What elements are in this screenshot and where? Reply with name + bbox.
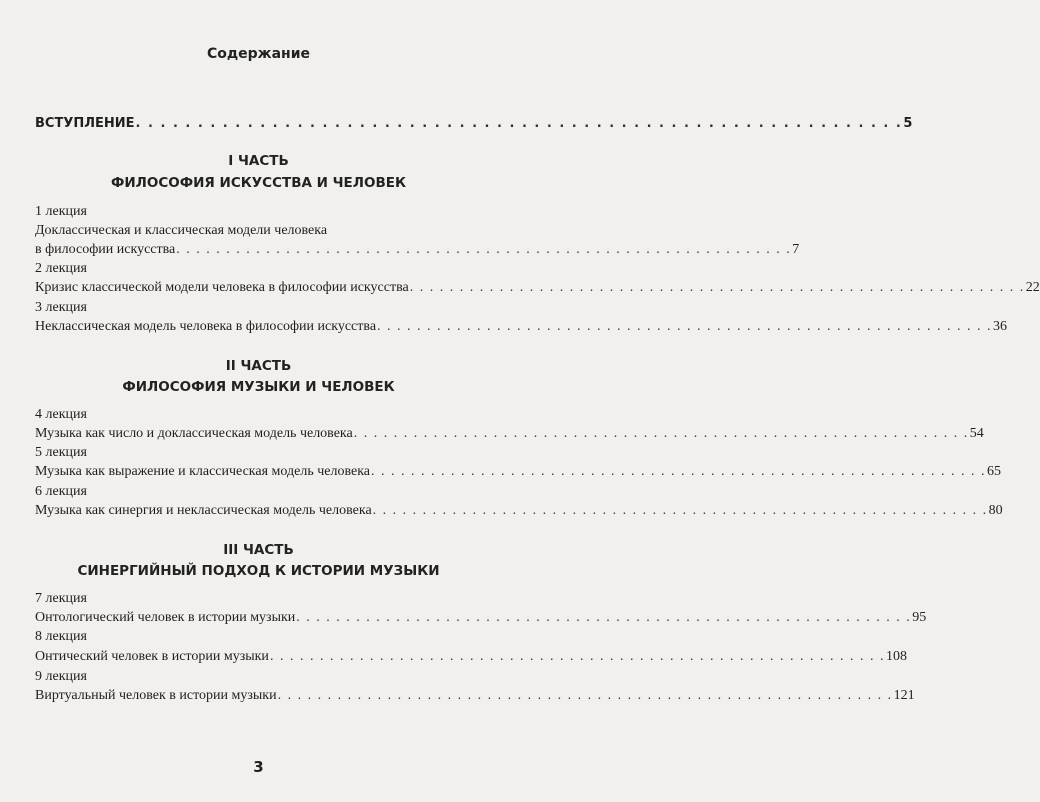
- entry-title: Музыка как синергия и неклассическая модель человека: [35, 503, 372, 518]
- part-2-label: II ЧАСТЬ: [225, 358, 292, 374]
- entry-page: 121: [893, 688, 915, 703]
- lecture-3-label: 3 лекция: [35, 300, 87, 315]
- lecture-5-label: 5 лекция: [35, 445, 87, 460]
- part-3-title: СИНЕРГИЙНЫЙ ПОДХОД К ИСТОРИИ МУЗЫКИ: [77, 563, 440, 579]
- lecture-1-title-line1: Доклассическая и классическая модели человека: [35, 223, 328, 238]
- toc-entry-lecture-3: [35, 318, 1008, 336]
- part-3-label: III ЧАСТЬ: [223, 542, 294, 558]
- toc-entry-lecture-5: [35, 463, 1002, 481]
- entry-page: 36: [993, 319, 1008, 334]
- page-number: 3: [253, 758, 264, 776]
- part-1-label: I ЧАСТЬ: [228, 153, 289, 169]
- lecture-4-label: 4 лекция: [35, 407, 87, 422]
- entry-title: Онтологический человек в истории музыки: [35, 610, 296, 625]
- toc-entry-lecture-1: [35, 241, 800, 259]
- entry-title: Музыка как выражение и классическая модель человека: [35, 464, 371, 479]
- toc-entry-lecture-6: [35, 502, 1003, 520]
- leader-dots: . . . . . . . . . . . . . . . . . . . . . . . . . . . . . . . . . . . . . . . . . . . . . . . . . . . . . . . . . . . . . .: [176, 242, 792, 257]
- entry-title: Музыка как число и доклассическая модель человека: [35, 426, 353, 441]
- entry-page: 95: [912, 610, 927, 625]
- leader-dots: . . . . . . . . . . . . . . . . . . . . . . . . . . . . . . . . . . . . . . . . . . . . . . . . . . . . . . . . . . . . . .: [353, 426, 969, 441]
- entry-title: ВСТУПЛЕНИЕ: [35, 116, 135, 131]
- entry-title: Кризис классической модели человека в философии искусства: [35, 280, 409, 295]
- entry-title: в философии искусства: [35, 242, 176, 257]
- leader-dots: . . . . . . . . . . . . . . . . . . . . . . . . . . . . . . . . . . . . . . . . . . . . . . . . . . . . . . . . . . . . . .: [409, 280, 1025, 295]
- leader-dots: . . . . . . . . . . . . . . . . . . . . . . . . . . . . . . . . . . . . . . . . . . . . . . . . . . . . . . . . . . . . . .: [371, 464, 987, 479]
- toc-title: Содержание: [206, 46, 311, 62]
- entry-title: Виртуальный человек в истории музыки: [35, 688, 277, 703]
- entry-title: Онтический человек в истории музыки: [35, 649, 269, 664]
- lecture-7-label: 7 лекция: [35, 591, 87, 606]
- part-1-title: ФИЛОСОФИЯ ИСКУССТВА И ЧЕЛОВЕК: [110, 175, 407, 191]
- toc-entry-lecture-9: [35, 687, 915, 705]
- lecture-8-label: 8 лекция: [35, 629, 87, 644]
- leader-dots: . . . . . . . . . . . . . . . . . . . . . . . . . . . . . . . . . . . . . . . . . . . . . . . . . . . . . . . . . . . . . .: [277, 688, 893, 703]
- lecture-9-label: 9 лекция: [35, 669, 87, 684]
- toc-entry-lecture-2: [35, 279, 1040, 297]
- toc-entry-lecture-7: [35, 609, 927, 627]
- leader-dots: . . . . . . . . . . . . . . . . . . . . . . . . . . . . . . . . . . . . . . . . . . . . . . . . . . . . . . . . . . . . . .: [372, 503, 988, 518]
- entry-page: 54: [969, 426, 984, 441]
- leader-dots: . . . . . . . . . . . . . . . . . . . . . . . . . . . . . . . . . . . . . . . . . . . . . . . . . . . . . . . . . . . . . .: [269, 649, 885, 664]
- entry-page: 65: [987, 464, 1002, 479]
- entry-page: 5: [903, 116, 913, 131]
- lecture-2-label: 2 лекция: [35, 261, 87, 276]
- entry-page: 80: [988, 503, 1003, 518]
- entry-page: 7: [792, 242, 800, 257]
- leader-dots: . . . . . . . . . . . . . . . . . . . . . . . . . . . . . . . . . . . . . . . . . . . . . . . . . . . . . . . . . . . . . .: [135, 116, 903, 131]
- toc-entry-lecture-4: [35, 425, 984, 443]
- toc-entry-lecture-8: [35, 648, 907, 666]
- toc-entry-intro: [35, 115, 913, 133]
- entry-title: Неклассическая модель человека в философии искусства: [35, 319, 377, 334]
- leader-dots: . . . . . . . . . . . . . . . . . . . . . . . . . . . . . . . . . . . . . . . . . . . . . . . . . . . . . . . . . . . . . .: [296, 610, 912, 625]
- part-2-title: ФИЛОСОФИЯ МУЗЫКИ И ЧЕЛОВЕК: [122, 379, 395, 395]
- lecture-6-label: 6 лекция: [35, 484, 87, 499]
- entry-page: 108: [885, 649, 907, 664]
- entry-page: 22: [1025, 280, 1040, 295]
- leader-dots: . . . . . . . . . . . . . . . . . . . . . . . . . . . . . . . . . . . . . . . . . . . . . . . . . . . . . . . . . . . . . .: [377, 319, 993, 334]
- lecture-1-label: 1 лекция: [35, 204, 87, 219]
